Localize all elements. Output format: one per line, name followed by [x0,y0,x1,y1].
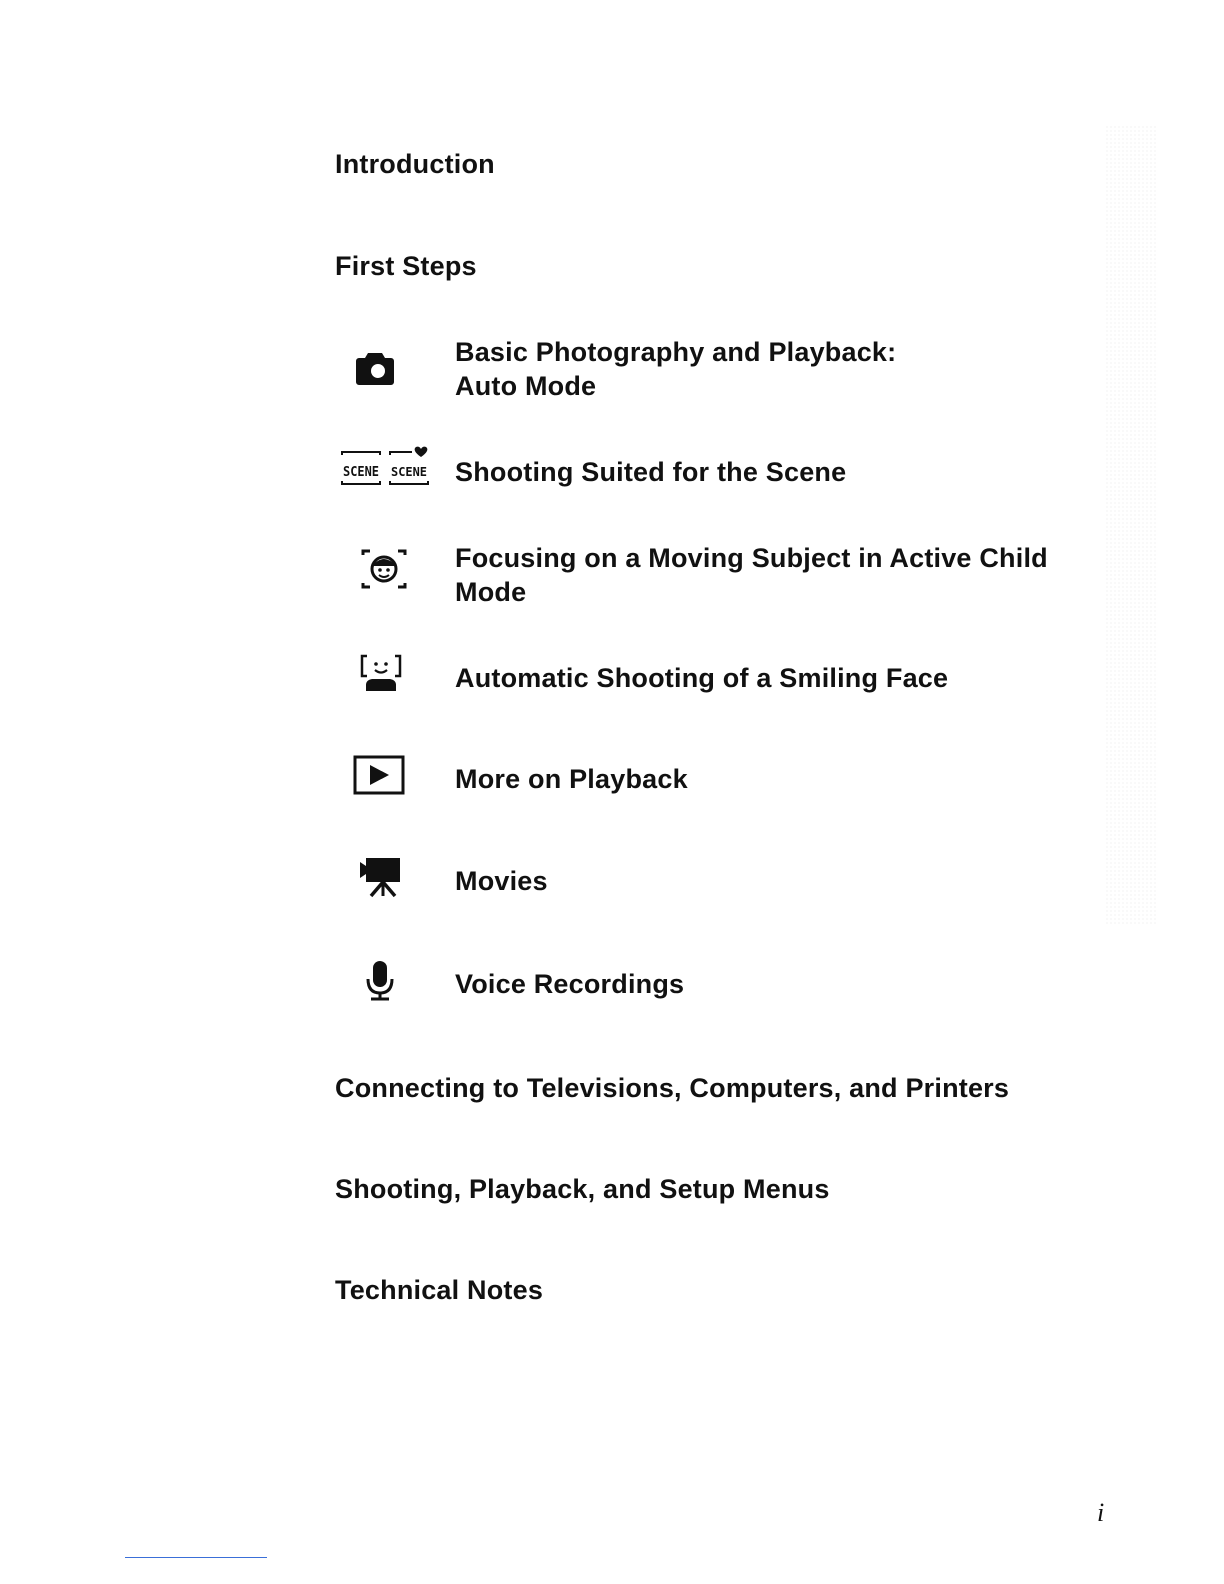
chapter-title-line: Movies [455,866,548,896]
toc-menus[interactable]: Shooting, Playback, and Setup Menus [335,1174,830,1204]
active-child-icon [340,549,430,599]
chapter-title-line: Shooting Suited for the Scene [455,457,847,487]
toc-technical-notes[interactable]: Technical Notes [335,1275,544,1305]
chapter-title-line: Voice Recordings [455,969,685,999]
page-number: i [1097,1498,1105,1527]
toc-voice-recordings[interactable] [340,957,1100,1007]
scene-icon [340,445,430,495]
chapter-title-line: Focusing on a Moving Subject in Active Child [455,543,1048,573]
toc-movies[interactable] [340,854,1100,904]
footer-rule [125,1557,267,1558]
microphone-icon [340,959,430,1009]
toc-first-steps[interactable]: First Steps [335,251,477,281]
toc-basic-photography[interactable] [340,335,1100,405]
scene-icon-text: SCENE [391,465,427,479]
chapter-title-line: Mode [455,577,527,607]
toc-active-child[interactable] [340,541,1100,611]
chapter-title-line: Automatic Shooting of a Smiling Face [455,663,949,693]
toc-scene-mode[interactable] [340,445,1100,495]
scan-artifact [1105,125,1157,925]
playback-icon [340,754,430,804]
toc-more-on-playback[interactable] [340,752,1100,802]
toc-introduction[interactable]: Introduction [335,149,495,179]
chapter-title-line: Auto Mode [455,371,597,401]
toc-connecting[interactable]: Connecting to Televisions, Computers, and Printers [335,1073,1010,1103]
scene-icon-text: SCENE [343,465,379,480]
smile-face-icon [340,653,430,703]
toc-smile-shooting[interactable] [340,651,1100,701]
camera-icon [340,343,430,393]
movie-camera-icon [340,856,430,906]
chapter-title-line: More on Playback [455,764,688,794]
chapter-title-line: Basic Photography and Playback: [455,337,897,367]
